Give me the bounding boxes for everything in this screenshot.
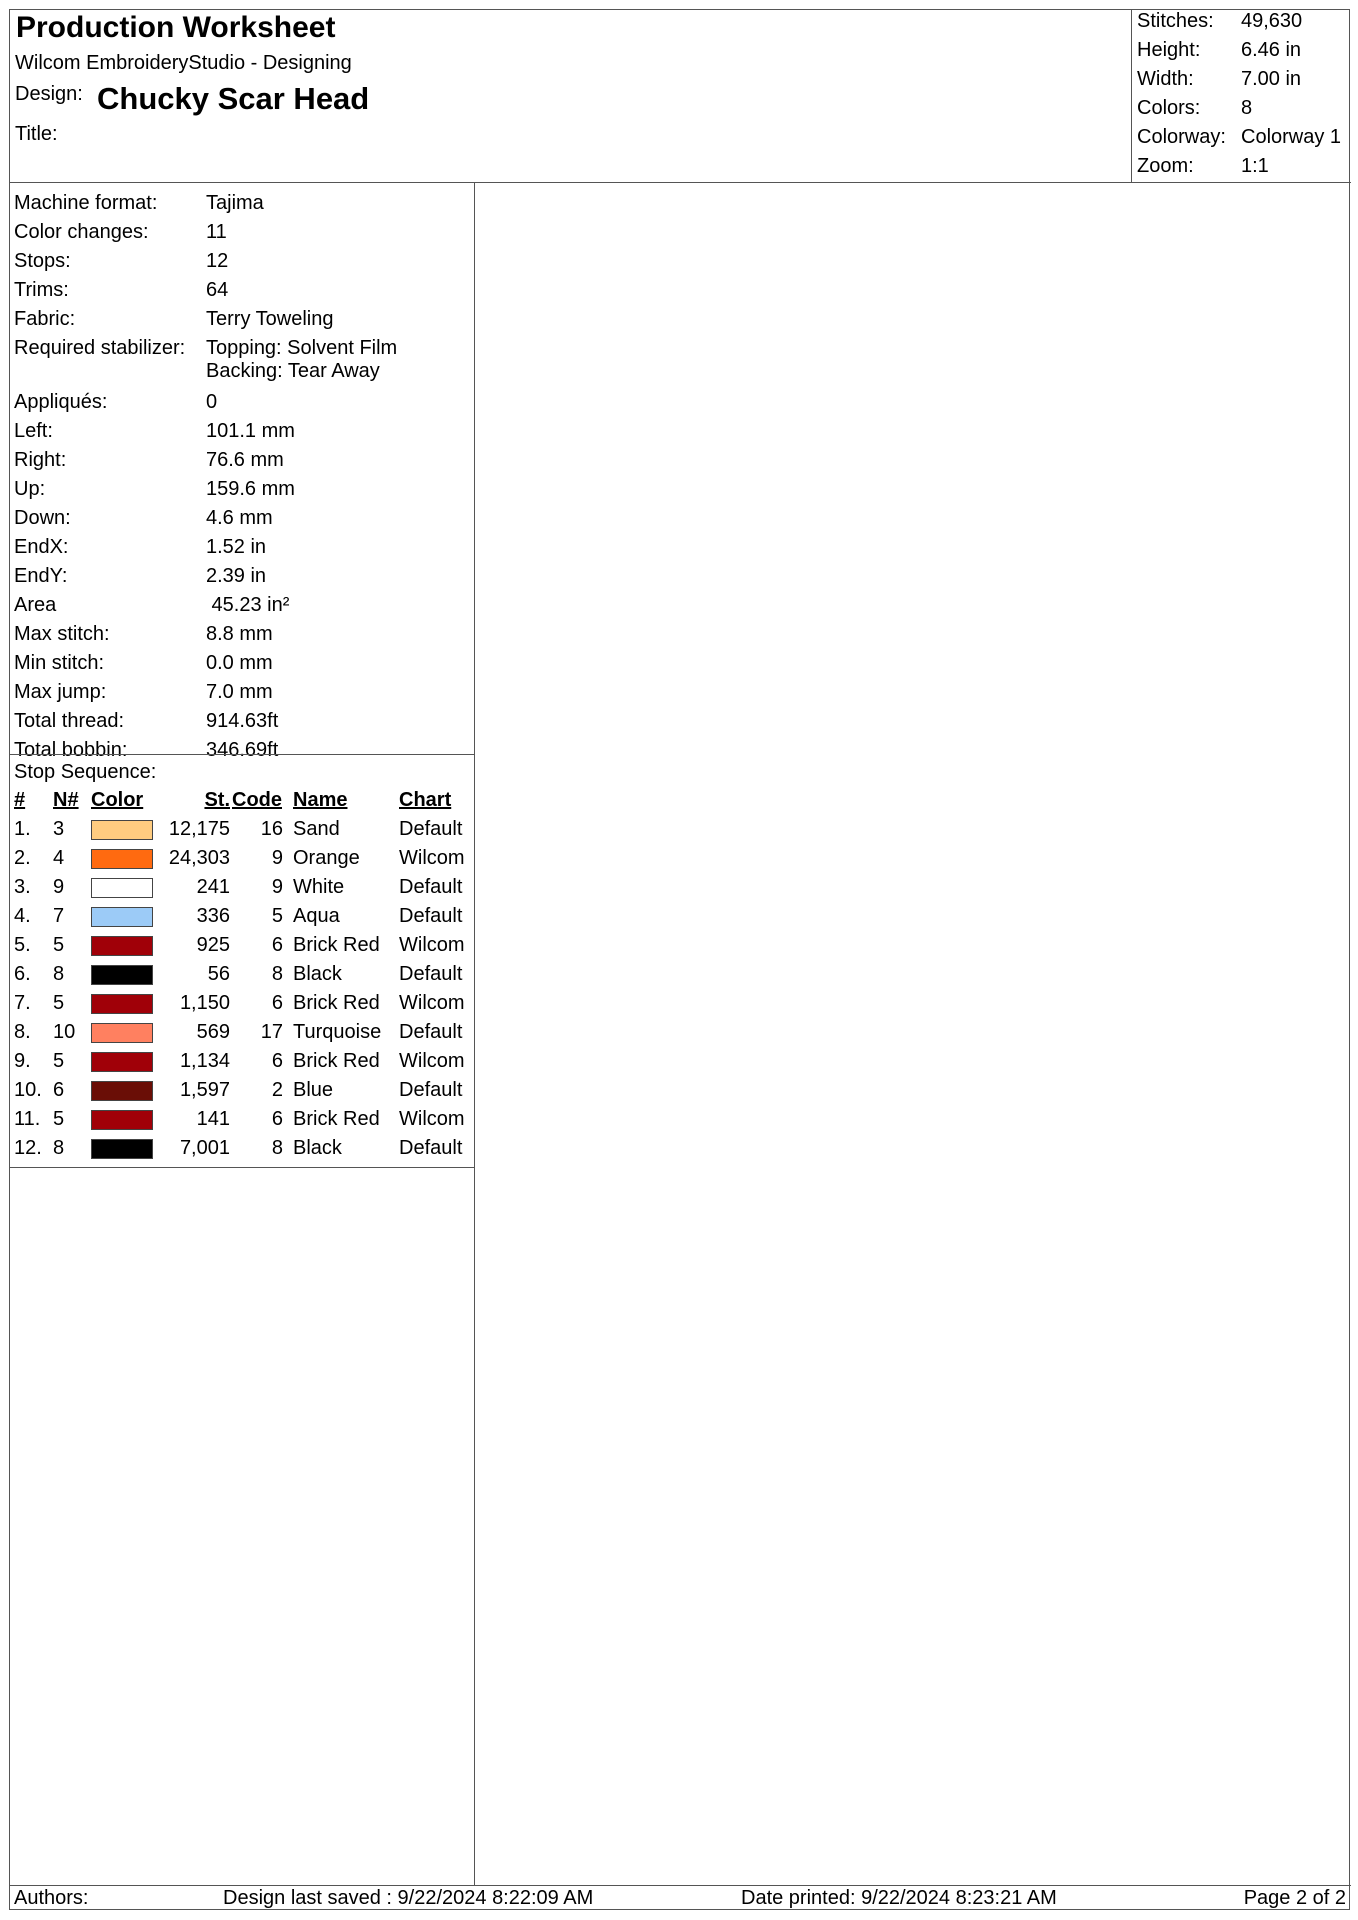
color-swatch (91, 820, 153, 840)
prop-value: 0.0 mm (206, 652, 273, 674)
cell-needle: 5 (53, 992, 65, 1014)
summary-value: 49,630 (1241, 10, 1303, 32)
worksheet-title: Production Worksheet (16, 11, 336, 44)
cell-code: 9 (271, 847, 283, 869)
cell-chart: Default (399, 1021, 463, 1043)
design-properties-panel (10, 183, 475, 1885)
col-header-name: Name (293, 789, 348, 811)
cell-name: White (293, 876, 345, 898)
cell-index: 6. (14, 963, 31, 985)
summary-label: Zoom: (1137, 155, 1194, 177)
prop-label: EndX: (14, 536, 69, 558)
prop-label: Up: (14, 478, 46, 500)
prop-value: 8.8 mm (206, 623, 273, 645)
cell-stitches: 1,134 (179, 1050, 230, 1072)
cell-index: 12. (14, 1137, 42, 1159)
cell-needle: 10 (53, 1021, 76, 1043)
prop-value: 76.6 mm (206, 449, 284, 471)
title-label: Title: (15, 123, 58, 145)
footer-last-saved: Design last saved : 9/22/2024 8:22:09 AM (223, 1887, 594, 1909)
cell-stitches: 569 (196, 1021, 230, 1043)
cell-index: 1. (14, 818, 31, 840)
worksheet-header (10, 10, 1351, 183)
col-header-stitches: St. (204, 789, 230, 811)
cell-name: Black (293, 1137, 342, 1159)
cell-code: 9 (271, 876, 283, 898)
cell-needle: 9 (53, 876, 65, 898)
prop-value: 11 (206, 221, 227, 243)
cell-name: Orange (293, 847, 360, 869)
cell-stitches: 7,001 (179, 1137, 230, 1159)
cell-chart: Default (399, 1079, 463, 1101)
color-swatch (91, 1110, 153, 1130)
cell-name: Turquoise (293, 1021, 382, 1043)
cell-stitches: 1,150 (179, 992, 230, 1014)
cell-stitches: 1,597 (179, 1079, 230, 1101)
cell-chart: Default (399, 818, 463, 840)
footer-date-printed: Date printed: 9/22/2024 8:23:21 AM (741, 1887, 1057, 1909)
section-divider (10, 754, 475, 755)
cell-chart: Wilcom (399, 847, 465, 869)
prop-label: Area (14, 594, 57, 616)
color-swatch (91, 936, 153, 956)
summary-label: Colors: (1137, 97, 1201, 119)
prop-label: Fabric: (14, 308, 76, 330)
col-header-needle: N# (53, 789, 79, 811)
design-label: Design: (15, 83, 83, 105)
prop-value: Backing: Tear Away (206, 360, 380, 382)
cell-index: 7. (14, 992, 31, 1014)
prop-value: 1.52 in (206, 536, 267, 558)
prop-value: 4.6 mm (206, 507, 273, 529)
cell-stitches: 925 (196, 934, 230, 956)
cell-needle: 4 (53, 847, 65, 869)
cell-index: 11. (14, 1108, 41, 1130)
cell-code: 5 (271, 905, 283, 927)
cell-code: 6 (271, 1108, 283, 1130)
prop-label: Stops: (14, 250, 71, 272)
prop-value: 2.39 in (206, 565, 267, 587)
summary-value: Colorway 1 (1241, 126, 1342, 148)
color-swatch (91, 907, 153, 927)
cell-needle: 6 (53, 1079, 65, 1101)
summary-value: 7.00 in (1241, 68, 1302, 90)
prop-value: 914.63ft (206, 710, 279, 732)
cell-chart: Wilcom (399, 1108, 465, 1130)
prop-label: Machine format: (14, 192, 158, 214)
summary-value: 1:1 (1241, 155, 1269, 177)
cell-needle: 5 (53, 1108, 65, 1130)
cell-name: Aqua (293, 905, 340, 927)
color-swatch (91, 849, 153, 869)
color-swatch (91, 994, 153, 1014)
cell-stitches: 56 (207, 963, 230, 985)
cell-needle: 5 (53, 1050, 65, 1072)
production-worksheet (9, 9, 1350, 1910)
cell-name: Brick Red (293, 992, 380, 1014)
cell-code: 8 (271, 1137, 283, 1159)
cell-chart: Default (399, 876, 463, 898)
cell-chart: Wilcom (399, 1050, 465, 1072)
prop-label: Left: (14, 420, 53, 442)
col-header-code: Code (232, 789, 282, 811)
cell-code: 16 (260, 818, 283, 840)
prop-label: Total thread: (14, 710, 125, 732)
prop-value: 0 (206, 391, 218, 413)
prop-value: 7.0 mm (206, 681, 273, 703)
cell-name: Brick Red (293, 934, 380, 956)
color-swatch (91, 878, 153, 898)
footer-authors: Authors: (14, 1887, 89, 1909)
cell-index: 4. (14, 905, 31, 927)
color-swatch (91, 1023, 153, 1043)
cell-index: 9. (14, 1050, 31, 1072)
prop-label: Down: (14, 507, 71, 529)
prop-value: 45.23 in² (206, 594, 290, 616)
design-summary-box (1131, 10, 1351, 182)
cell-name: Sand (293, 818, 340, 840)
prop-label: Right: (14, 449, 67, 471)
cell-code: 2 (271, 1079, 283, 1101)
color-swatch (91, 1052, 153, 1072)
prop-label: Required stabilizer: (14, 337, 186, 359)
cell-stitches: 12,175 (168, 818, 230, 840)
col-header-index: # (14, 789, 26, 811)
prop-label: Appliqués: (14, 391, 108, 413)
summary-value: 8 (1241, 97, 1253, 119)
cell-code: 6 (271, 1050, 283, 1072)
prop-value: Topping: Solvent Film (206, 337, 398, 359)
prop-value: Terry Toweling (206, 308, 334, 330)
cell-index: 8. (14, 1021, 31, 1043)
prop-value: Tajima (206, 192, 264, 214)
cell-chart: Wilcom (399, 934, 465, 956)
cell-index: 3. (14, 876, 31, 898)
cell-needle: 3 (53, 818, 65, 840)
cell-name: Black (293, 963, 342, 985)
prop-value: 159.6 mm (206, 478, 295, 500)
cell-index: 2. (14, 847, 31, 869)
cell-chart: Default (399, 905, 463, 927)
cell-name: Brick Red (293, 1050, 380, 1072)
summary-label: Colorway: (1137, 126, 1226, 148)
software-name: Wilcom EmbroideryStudio - Designing (15, 52, 352, 74)
color-swatch (91, 1139, 153, 1159)
cell-chart: Wilcom (399, 992, 465, 1014)
section-divider (10, 1167, 475, 1168)
prop-label: Min stitch: (14, 652, 105, 674)
cell-name: Blue (293, 1079, 334, 1101)
prop-label: EndY: (14, 565, 68, 587)
design-name: Chucky Scar Head (97, 81, 370, 116)
cell-needle: 7 (53, 905, 65, 927)
prop-label: Total bobbin: (14, 739, 128, 761)
prop-label: Trims: (14, 279, 69, 301)
stop-sequence-title: Stop Sequence: (14, 761, 157, 783)
summary-label: Stitches: (1137, 10, 1214, 32)
cell-stitches: 24,303 (168, 847, 230, 869)
cell-stitches: 141 (196, 1108, 230, 1130)
prop-value: 101.1 mm (206, 420, 295, 442)
color-swatch (91, 1081, 153, 1101)
col-header-color: Color (91, 789, 144, 811)
color-swatch (91, 965, 153, 985)
cell-needle: 8 (53, 963, 65, 985)
prop-value: 346.69ft (206, 739, 279, 761)
cell-index: 5. (14, 934, 31, 956)
cell-index: 10. (14, 1079, 42, 1101)
prop-label: Max jump: (14, 681, 107, 703)
cell-needle: 8 (53, 1137, 65, 1159)
cell-chart: Default (399, 963, 463, 985)
cell-needle: 5 (53, 934, 65, 956)
cell-code: 6 (271, 934, 283, 956)
summary-value: 6.46 in (1241, 39, 1302, 61)
cell-code: 8 (271, 963, 283, 985)
prop-label: Max stitch: (14, 623, 110, 645)
cell-name: Brick Red (293, 1108, 380, 1130)
cell-stitches: 336 (196, 905, 230, 927)
summary-label: Width: (1137, 68, 1194, 90)
prop-label: Color changes: (14, 221, 149, 243)
footer-page-number: Page 2 of 2 (1243, 1887, 1346, 1909)
cell-stitches: 241 (196, 876, 230, 898)
prop-value: 12 (206, 250, 229, 272)
cell-code: 17 (260, 1021, 283, 1043)
col-header-chart: Chart (399, 789, 452, 811)
worksheet-footer (10, 1885, 1351, 1910)
cell-code: 6 (271, 992, 283, 1014)
prop-value: 64 (206, 279, 229, 301)
summary-label: Height: (1137, 39, 1201, 61)
cell-chart: Default (399, 1137, 463, 1159)
